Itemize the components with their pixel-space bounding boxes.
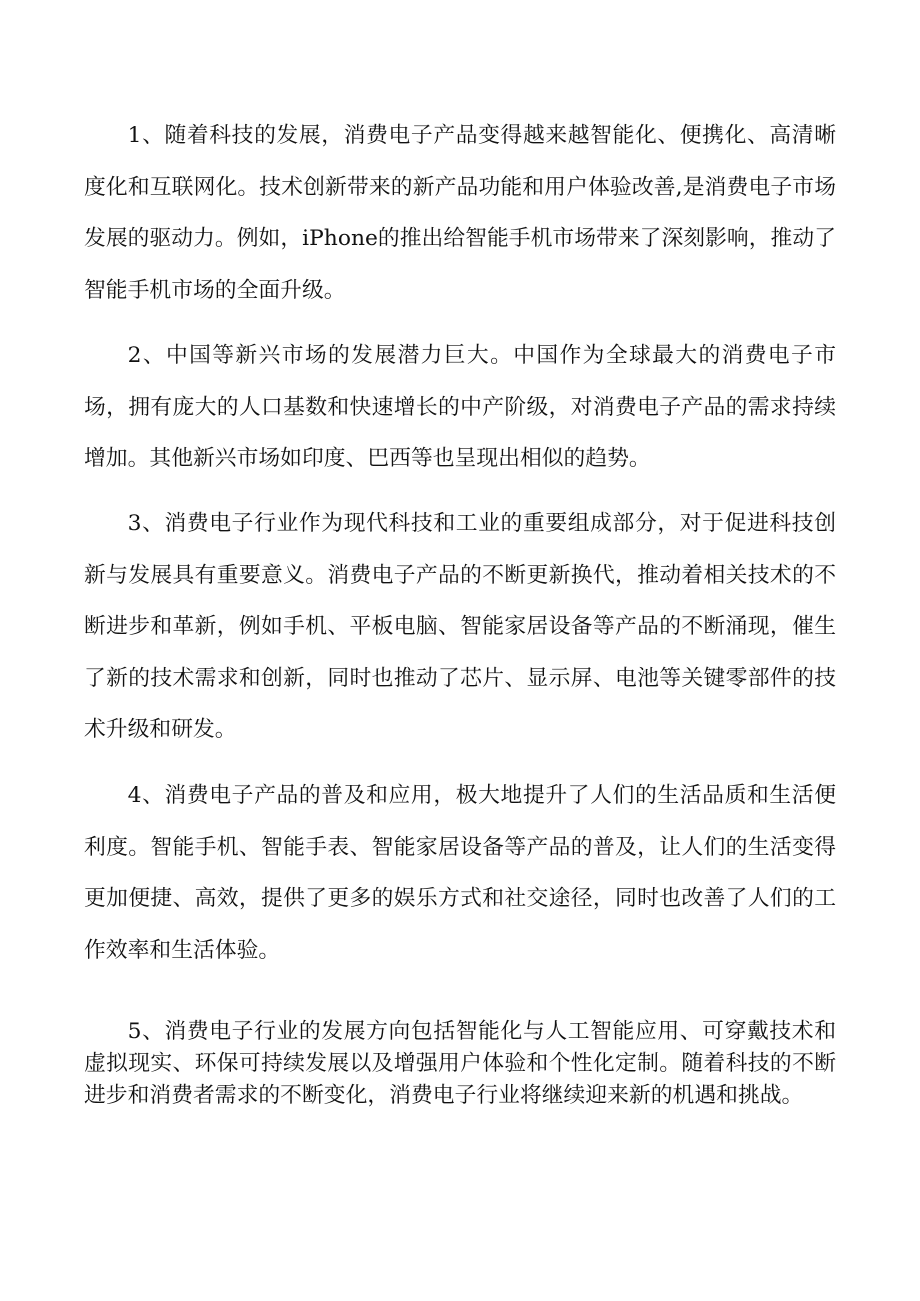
paragraph-5: 5、消费电子行业的发展方向包括智能化与人工智能应用、可穿戴技术和虚拟现实、环保可持续发展以及增强用户体验和个性化定制。随着科技的不断进步和消费者需求的不断变化，消费电子行业将继续迎来新的机遇和挑战。 xyxy=(84,1019,836,1108)
paragraph-4: 4、消费电子产品的普及和应用，极大地提升了人们的生活品质和生活便利度。智能手机、智能手表、智能家居设备等产品的普及，让人们的生活变得更加便捷、高效，提供了更多的娱乐方式和社交途径，同时也改善了人们的工作效率和生活体验。 xyxy=(84,783,836,963)
paragraph-2: 2、中国等新兴市场的发展潜力巨大。中国作为全球最大的消费电子市场，拥有庞大的人口基数和快速增长的中产阶级，对消费电子产品的需求持续增加。其他新兴市场如印度、巴西等也呈现出相似的趋势。 xyxy=(84,343,836,471)
paragraph-3: 3、消费电子行业作为现代科技和工业的重要组成部分，对于促进科技创新与发展具有重要意义。消费电子产品的不断更新换代，推动着相关技术的不断进步和革新，例如手机、平板电脑、智能家居设备等产品的不断涌现，催生了新的技术需求和创新，同时也推动了芯片、显示屏、电池等关键零部件的技术升级和研发。 xyxy=(84,511,836,742)
paragraph-1: 1、随着科技的发展，消费电子产品变得越来越智能化、便携化、高清晰度化和互联网化。技术创新带来的新产品功能和用户体验改善,是消费电子市场发展的驱动力。例如，iPhone的推出给智能手机市场带来了深刻影响，推动了智能手机市场的全面升级。 xyxy=(84,123,836,303)
